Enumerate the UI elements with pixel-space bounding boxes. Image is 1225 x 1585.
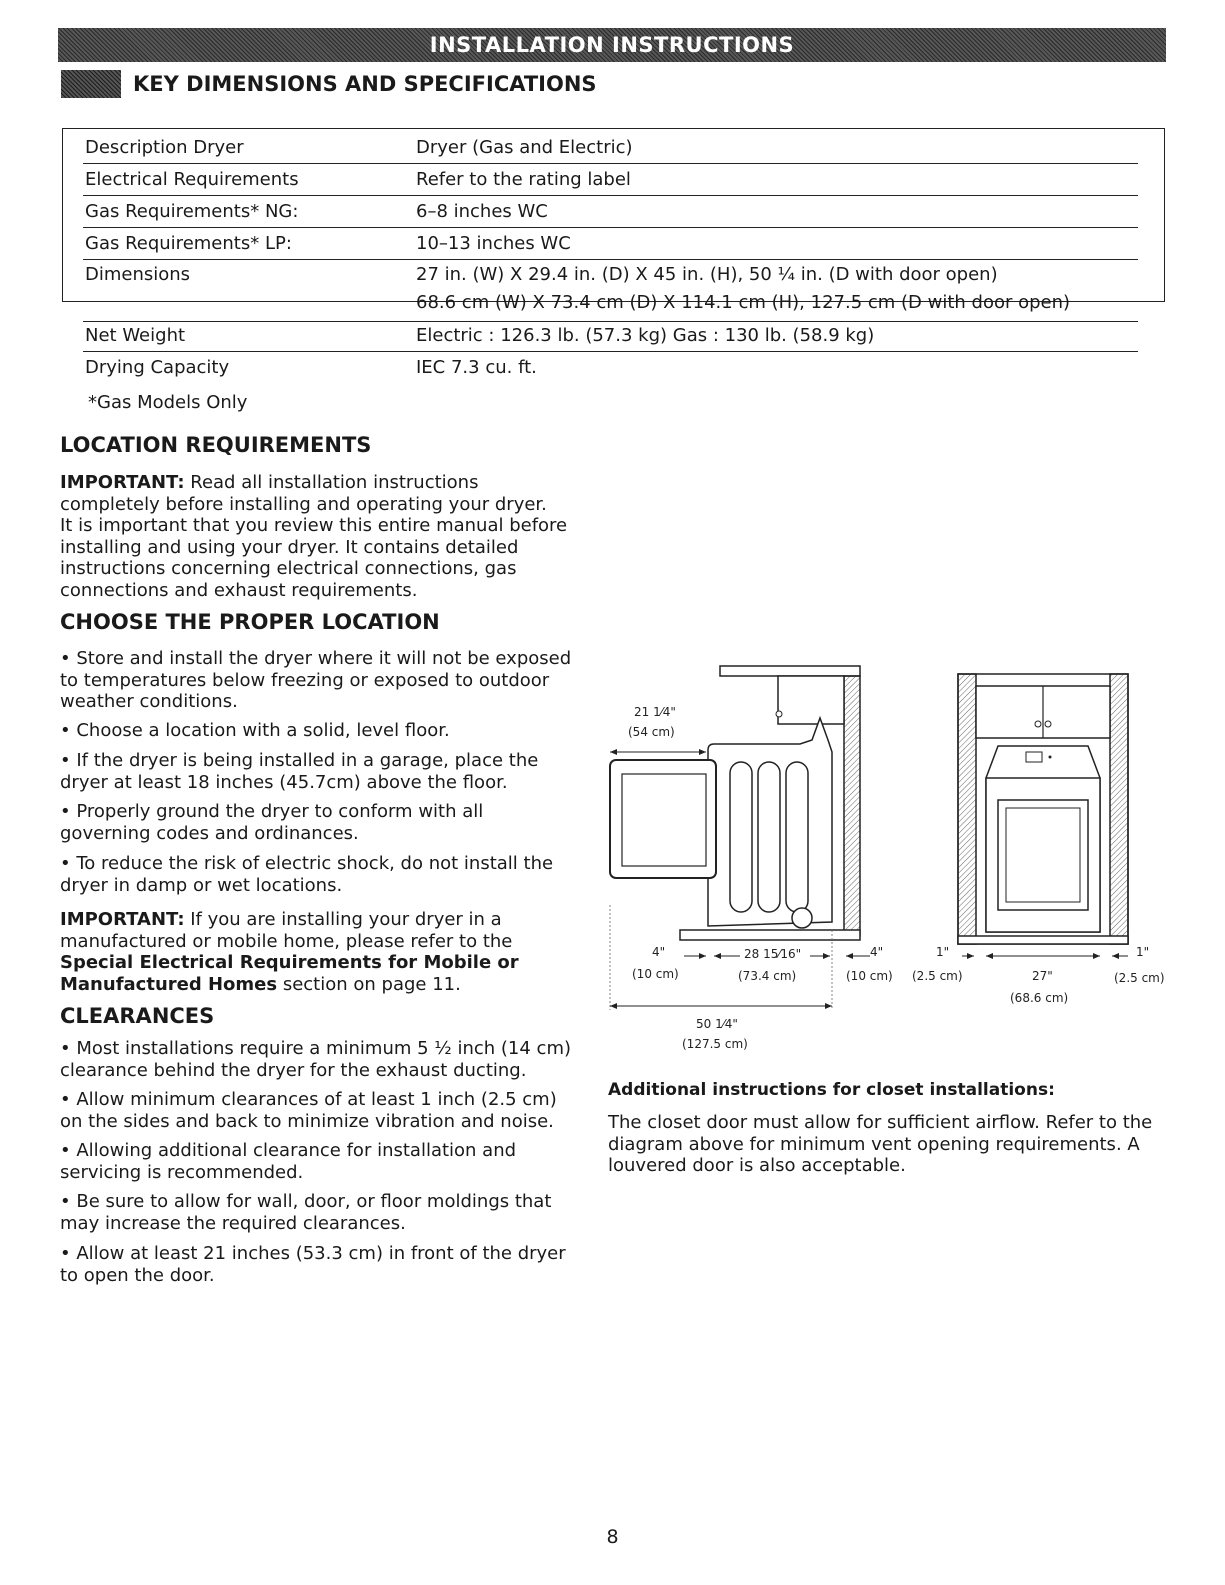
dim-label: 1" (1136, 945, 1150, 959)
list-item-line: clearance behind the dryer for the exhaust ducting. (60, 1059, 527, 1081)
list-item (60, 720, 612, 742)
paragraph-line: diagram above for minimum vent opening requirements. A (608, 1133, 1140, 1155)
spec-row (83, 201, 1138, 228)
list-item-line: • Allowing additional clearance for installation and (60, 1140, 517, 1161)
paragraph-line: completely before installing and operating your dryer. (60, 493, 547, 515)
spec-row (83, 233, 1138, 260)
dim-label: 4" (652, 945, 666, 959)
list-item-line: dryer in damp or wet locations. (60, 874, 343, 896)
choose-location-heading: CHOOSE THE PROPER LOCATION (60, 610, 440, 634)
paragraph-line: louvered door is also acceptable. (608, 1155, 906, 1177)
dim-label: 28 15⁄16" (744, 947, 802, 961)
front-view-illustration (958, 674, 1128, 944)
list-item (60, 1243, 612, 1286)
dim-label: (73.4 cm) (738, 969, 797, 983)
section-header (61, 70, 597, 98)
section-marker-icon (61, 70, 121, 98)
clearances-heading: CLEARANCES (60, 1004, 215, 1028)
list-item-line: • If the dryer is being installed in a garage, place the (60, 750, 539, 771)
list-item-line: • Store and install the dryer where it will not be exposed (60, 648, 572, 669)
important-label: IMPORTANT: (60, 909, 185, 930)
spec-label: Description Dryer (85, 137, 244, 158)
dim-label: (2.5 cm) (912, 969, 963, 983)
spec-value: IEC 7.3 cu. ft. (416, 357, 537, 378)
spec-label: Gas Requirements* NG: (85, 201, 299, 222)
list-item (60, 1038, 612, 1081)
spec-value: Electric : 126.3 lb. (57.3 kg) Gas : 130 lb. (58.9 kg) (416, 325, 875, 346)
list-item-line: • Most installations require a minimum 5 ½ inch (14 cm) (60, 1038, 572, 1059)
spec-row (83, 261, 1138, 322)
mobile-home-important-paragraph (60, 909, 519, 995)
header-banner: INSTALLATION INSTRUCTIONS (58, 28, 1166, 62)
closet-paragraph (608, 1112, 1152, 1177)
spec-value: 68.6 cm (W) X 73.4 cm (D) X 114.1 cm (H), 127.5 cm (D with door open) (416, 292, 1071, 313)
list-item (60, 801, 612, 844)
list-item-line: on the sides and back to minimize vibration and noise. (60, 1110, 554, 1132)
closet-installation-diagram (600, 660, 1180, 1055)
paragraph-line: It is important that you review this entire manual before (60, 515, 568, 537)
list-item (60, 750, 612, 793)
spec-value: 6–8 inches WC (416, 201, 548, 222)
spec-row (83, 325, 1138, 352)
dim-label: 21 1⁄4" (634, 705, 676, 719)
location-heading: LOCATION REQUIREMENTS (60, 433, 372, 457)
list-item-line: may increase the required clearances. (60, 1212, 406, 1234)
paragraph-line: connections and exhaust requirements. (60, 579, 418, 601)
spec-value: 10–13 inches WC (416, 233, 571, 254)
section-reference-link: Special Electrical Requirements for Mobile or (60, 952, 519, 974)
list-item-line: • To reduce the risk of electric shock, do not install the (60, 853, 554, 874)
list-item (60, 1191, 612, 1234)
list-item (60, 853, 612, 896)
list-item-line: weather conditions. (60, 691, 238, 713)
list-item (60, 648, 612, 713)
list-item-line: dryer at least 18 inches (45.7cm) above the floor. (60, 771, 508, 793)
paragraph-line: instructions concerning electrical connections, gas (60, 558, 517, 580)
paragraph-line: manufactured or mobile home, please refer to the (60, 930, 513, 952)
list-item-line: governing codes and ordinances. (60, 822, 359, 844)
paragraph-line: section on page 11. (277, 973, 461, 995)
footnote: *Gas Models Only (88, 392, 248, 413)
spec-value: 27 in. (W) X 29.4 in. (D) X 45 in. (H), 50 ¼ in. (D with door open) (416, 264, 998, 285)
section-title: KEY DIMENSIONS AND SPECIFICATIONS (133, 72, 597, 96)
dim-label: (127.5 cm) (682, 1037, 748, 1051)
list-item-line: • Allow minimum clearances of at least 1 inch (2.5 cm) (60, 1089, 557, 1110)
spec-label: Drying Capacity (85, 357, 230, 378)
spec-row (83, 357, 1138, 383)
list-item-line: • Properly ground the dryer to conform with all (60, 801, 484, 822)
list-item-line: to open the door. (60, 1264, 215, 1286)
paragraph-line: The closet door must allow for sufficient airflow. Refer to the (608, 1112, 1153, 1133)
dim-label: 27" (1032, 969, 1053, 983)
list-item-line: • Allow at least 21 inches (53.3 cm) in front of the dryer (60, 1243, 566, 1264)
list-item (60, 1140, 612, 1183)
spec-table (62, 128, 1165, 378)
front-view-dimensions (912, 945, 1165, 1005)
dim-label: (10 cm) (846, 969, 893, 983)
dim-label: (10 cm) (632, 967, 679, 981)
list-item-line: to temperatures below freezing or exposed to outdoor (60, 669, 550, 691)
spec-row (83, 137, 1138, 164)
paragraph-line: Read all installation instructions (184, 472, 479, 493)
spec-label: Net Weight (85, 325, 186, 346)
spec-value: Refer to the rating label (416, 169, 631, 190)
list-item-line: • Choose a location with a solid, level floor. (60, 720, 450, 741)
list-item-line: servicing is recommended. (60, 1161, 304, 1183)
paragraph-line: If you are installing your dryer in a (184, 909, 502, 930)
spec-label: Gas Requirements* LP: (85, 233, 292, 254)
spec-label: Electrical Requirements (85, 169, 299, 190)
dim-label: (2.5 cm) (1114, 971, 1165, 985)
dim-label: 1" (936, 945, 950, 959)
important-label: IMPORTANT: (60, 472, 185, 493)
paragraph-line: installing and using your dryer. It contains detailed (60, 536, 519, 558)
location-important-paragraph (60, 472, 567, 602)
section-reference-link: Manufactured Homes (60, 973, 278, 995)
spec-row (83, 169, 1138, 196)
page-number: 8 (606, 1526, 619, 1548)
dim-label: (54 cm) (628, 725, 675, 739)
dim-label: 4" (870, 945, 884, 959)
dim-label: 50 1⁄4" (696, 1017, 738, 1031)
dim-label: (68.6 cm) (1010, 991, 1069, 1005)
list-item-line: • Be sure to allow for wall, door, or floor moldings that (60, 1191, 552, 1212)
spec-label: Dimensions (85, 264, 191, 285)
closet-heading: Additional instructions for closet installations: (608, 1080, 1055, 1100)
spec-value: Dryer (Gas and Electric) (416, 137, 633, 158)
list-item (60, 1089, 612, 1132)
